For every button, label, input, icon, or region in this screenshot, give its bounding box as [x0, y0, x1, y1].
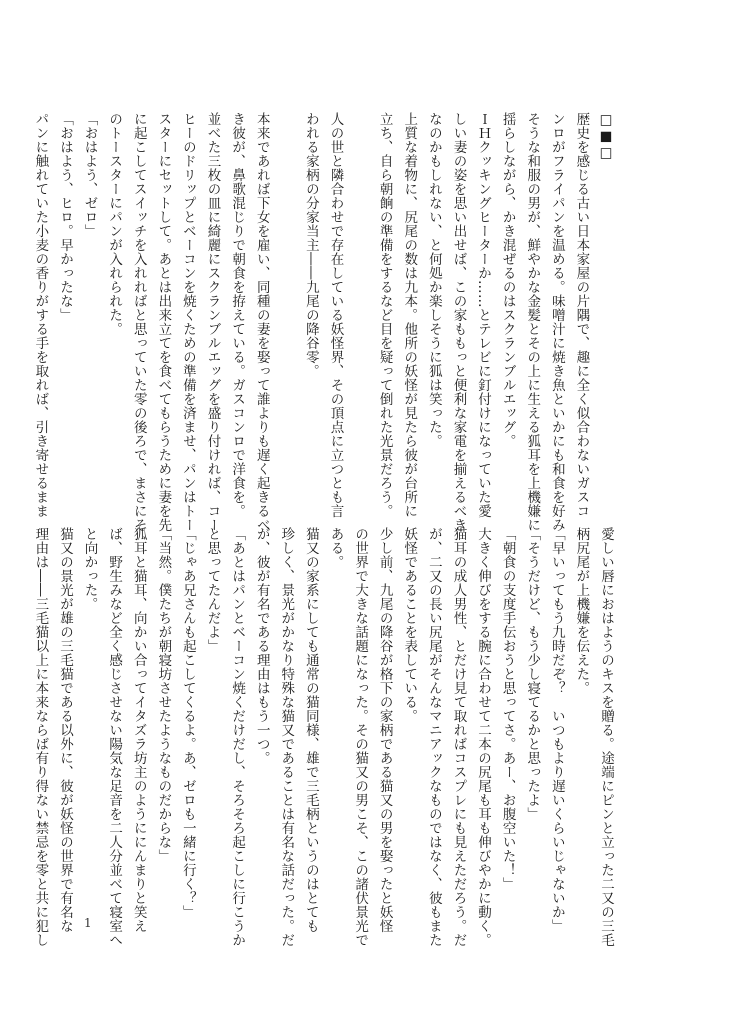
text-line: 「朝食の支度手伝おうと思ってさ。あー、お腹空いた！」 — [499, 527, 516, 891]
text-line: パンに触れていた小麦の香りがする手を取れば、引き寄せるまま — [32, 112, 49, 518]
text-line: なのかもしれない、と何処か楽しそうに狐は笑った。 — [425, 112, 442, 448]
text-line: 猫耳の成人男性、とだけ見て取ればコスプレにも見えただろう。だ — [450, 527, 467, 947]
text-line: 「早いってもう九時だぞ？ いつもより遅いくらいじゃないか」 — [548, 527, 565, 933]
text-line: そうな和服の男が、鮮やかな金髪とその上に生える狐耳を上機嫌に — [524, 112, 541, 532]
page-number: 1 — [84, 916, 92, 930]
text-line: 愛しい唇におはようのキスを贈る。途端にピンと立った二又の三毛 — [598, 527, 614, 947]
text-line: 「当然。僕たちが朝寝坊させたようなものだからな」 — [155, 527, 172, 863]
text-line: 「じゃあ兄さんも起こしてくるよ。あ、ゼロも一緒に行く？」 — [179, 527, 196, 919]
text-line — [274, 112, 299, 480]
text-line: 少し前、九尾の降谷が格下の家柄である猫又の男を娶ったと妖怪 — [376, 527, 393, 933]
text-line: 猫又の家系にしても通常の猫同様、雄で三毛柄というのはとても — [302, 527, 319, 933]
lower-text-block — [32, 527, 618, 947]
text-line: ンロがフライパンを温める。味噌汁に焼き魚といかにも和食を好み — [548, 112, 565, 532]
text-line: 理由は――三毛猫以上に本来ならば有り得ない禁忌を零と共に犯し — [32, 527, 49, 947]
text-line: 柄尻尾が上機嫌を伝えた。 — [573, 527, 590, 695]
text-line: しい妻の姿を思い出せば、この家ももっと便利な家電を揃えるべき — [450, 112, 467, 532]
text-line: ば、野生みなど全く感じさせない陽気な足音を二人分並べて寝室へ — [106, 527, 123, 947]
text-line: 妖怪であることを表している。 — [401, 527, 418, 723]
text-line: 上質な着物に、尻尾の数は九本。他所の妖怪が見たら彼が台所に — [401, 112, 418, 518]
text-line: 並べた三枚の皿に綺麗にスクランブルエッグを盛り付ければ、コー — [204, 112, 221, 532]
text-line: と向かった。 — [81, 527, 98, 611]
text-line: われる家柄の分家当主――九尾の降谷零。 — [302, 112, 319, 378]
text-line: 「あとはパンとベーコン焼くだけだし、そろそろ起こしに行こうか — [229, 527, 246, 947]
upper-text-block — [32, 112, 618, 532]
text-line: 珍しく、景光がかなり特殊な猫又であることは有名な話だった。だ — [278, 527, 295, 947]
text-line: 狐耳と猫耳、向かい合ってイタズラ坊主のようににんまりと笑え — [130, 527, 147, 933]
text-line: 猫又の景光が雄の三毛猫である以外に、彼が妖怪の世界で有名な — [56, 527, 73, 933]
text-line: き彼が、鼻歌混じりで朝食を拵えている。ガスコンロで洋食を。 — [229, 112, 246, 518]
text-line: と思ってたんだよ」 — [204, 527, 221, 653]
text-line: 本来であれば下女を雇い、同種の妻を娶って誰よりも遅く起きるべ — [253, 112, 270, 532]
text-line: のトースターにパンが入れられた。 — [106, 112, 123, 336]
text-line: 歴史を感じる古い日本家屋の片隅で、趣に全く似合わないガスコ — [573, 112, 590, 518]
text-line: スターにセットして。あとは出来立てを食べてもらうために妻を先 — [155, 112, 172, 532]
text-line: が、二又の長い尻尾がそんなマニアックなものではなく、彼もまた — [425, 527, 442, 947]
text-line: 「そうだけど、もう少し寝てるかと思ったよ」 — [524, 527, 541, 821]
text-line: に起こしてスイッチを入れればと思っていた零の後ろで、まさにそ — [130, 112, 147, 532]
text-line: 人の世と隣合わせで存在している妖怪界、その頂点に立つとも言 — [327, 112, 344, 518]
text-line — [347, 112, 372, 480]
text-line: ＩＨクッキングヒーターか……とテレビに釘付けになっていた愛 — [475, 112, 492, 518]
text-line: 揺らしながら、かき混ぜるのはスクランブルエッグ。 — [499, 112, 516, 448]
text-line: 大きく伸びをする腕に合わせて二本の尻尾も耳も伸びやかに動く。 — [475, 527, 492, 947]
text-line: 「おはよう、ヒロ。早かったな」 — [56, 112, 73, 322]
text-line: ある。 — [327, 527, 344, 569]
text-line: が、彼が有名である理由はもう一つ。 — [253, 527, 270, 765]
text-line: ヒーのドリップとベーコンを焼くための準備を済ませ、パンはトー — [179, 112, 196, 532]
text-line: の世界で大きな話題になった。その猫又の男こそ、この諸伏景光で — [352, 527, 369, 947]
text-line: 「おはよう、ゼロ」 — [81, 112, 98, 238]
text-line: □■□ — [598, 112, 614, 162]
text-line: 立ち、自ら朝餉の準備をするなど目を疑って倒れた光景だろう。 — [376, 112, 393, 518]
